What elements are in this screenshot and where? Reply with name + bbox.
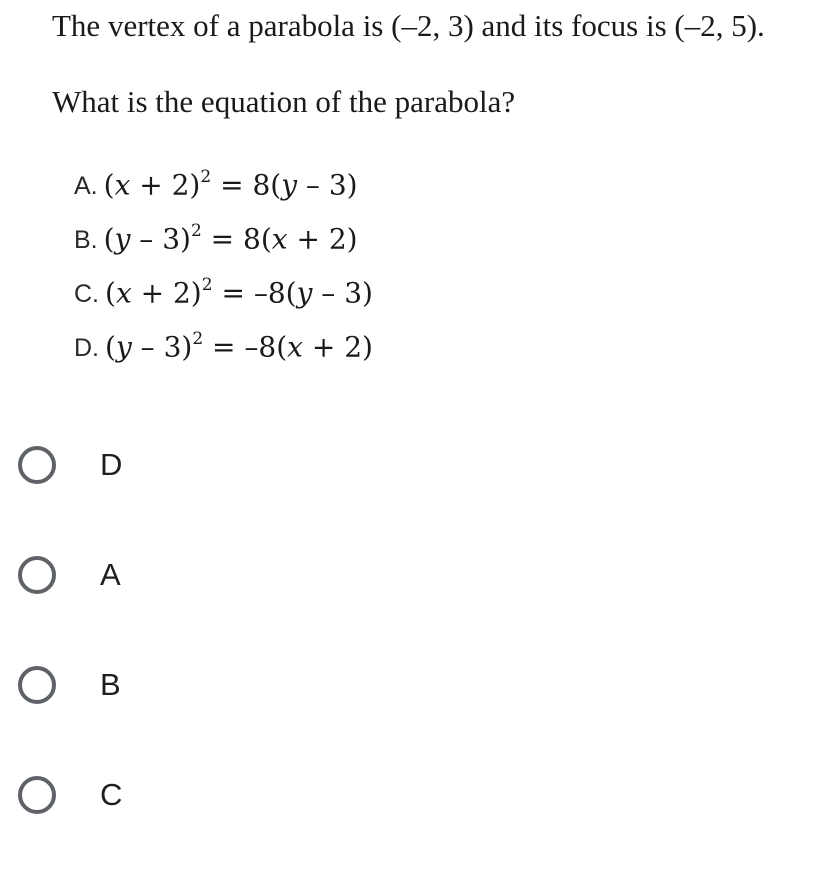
choice-d xyxy=(74,314,373,368)
choice-b xyxy=(74,206,373,260)
radio-option-label[interactable]: D xyxy=(100,447,123,482)
choice-letter: C. xyxy=(74,280,99,309)
answer-choices-list xyxy=(74,152,373,368)
question-prompt: What is the equation of the parabola? xyxy=(52,84,516,119)
radio-option-label[interactable]: A xyxy=(100,557,121,592)
radio-option-a[interactable] xyxy=(18,548,122,658)
radio-button-icon[interactable] xyxy=(18,666,56,704)
radio-option-d[interactable] xyxy=(18,438,122,548)
question-block xyxy=(52,6,792,122)
radio-button-icon[interactable] xyxy=(18,556,56,594)
choice-equation: (y – 3)$^2$ = 8(x + 2) xyxy=(103,221,358,256)
choice-equation: $(x + 2)^2 = 8(y - 3)$ xyxy=(103,167,358,202)
radio-option-b[interactable] xyxy=(18,658,122,768)
choice-letter: B. xyxy=(74,226,98,255)
choice-letter: D. xyxy=(74,334,99,363)
choice-equation: $(x + 2)^2 = -8(y - 3)$ xyxy=(105,275,373,310)
radio-button-icon[interactable] xyxy=(18,446,56,484)
question-text: The vertex of a parabola is (–2, 3) and its focus is (–2, 5). xyxy=(52,8,765,43)
radio-button-icon[interactable] xyxy=(18,776,56,814)
radio-option-label[interactable]: C xyxy=(100,777,123,812)
choice-letter: A. xyxy=(74,172,98,201)
radio-option-c[interactable] xyxy=(18,768,122,878)
choice-c xyxy=(74,260,373,314)
choice-equation: (y – 3)$^2$ = –8(x + 2) xyxy=(105,329,373,364)
radio-option-label[interactable]: B xyxy=(100,667,121,702)
radio-options-group xyxy=(18,438,122,878)
choice-a xyxy=(74,152,373,206)
